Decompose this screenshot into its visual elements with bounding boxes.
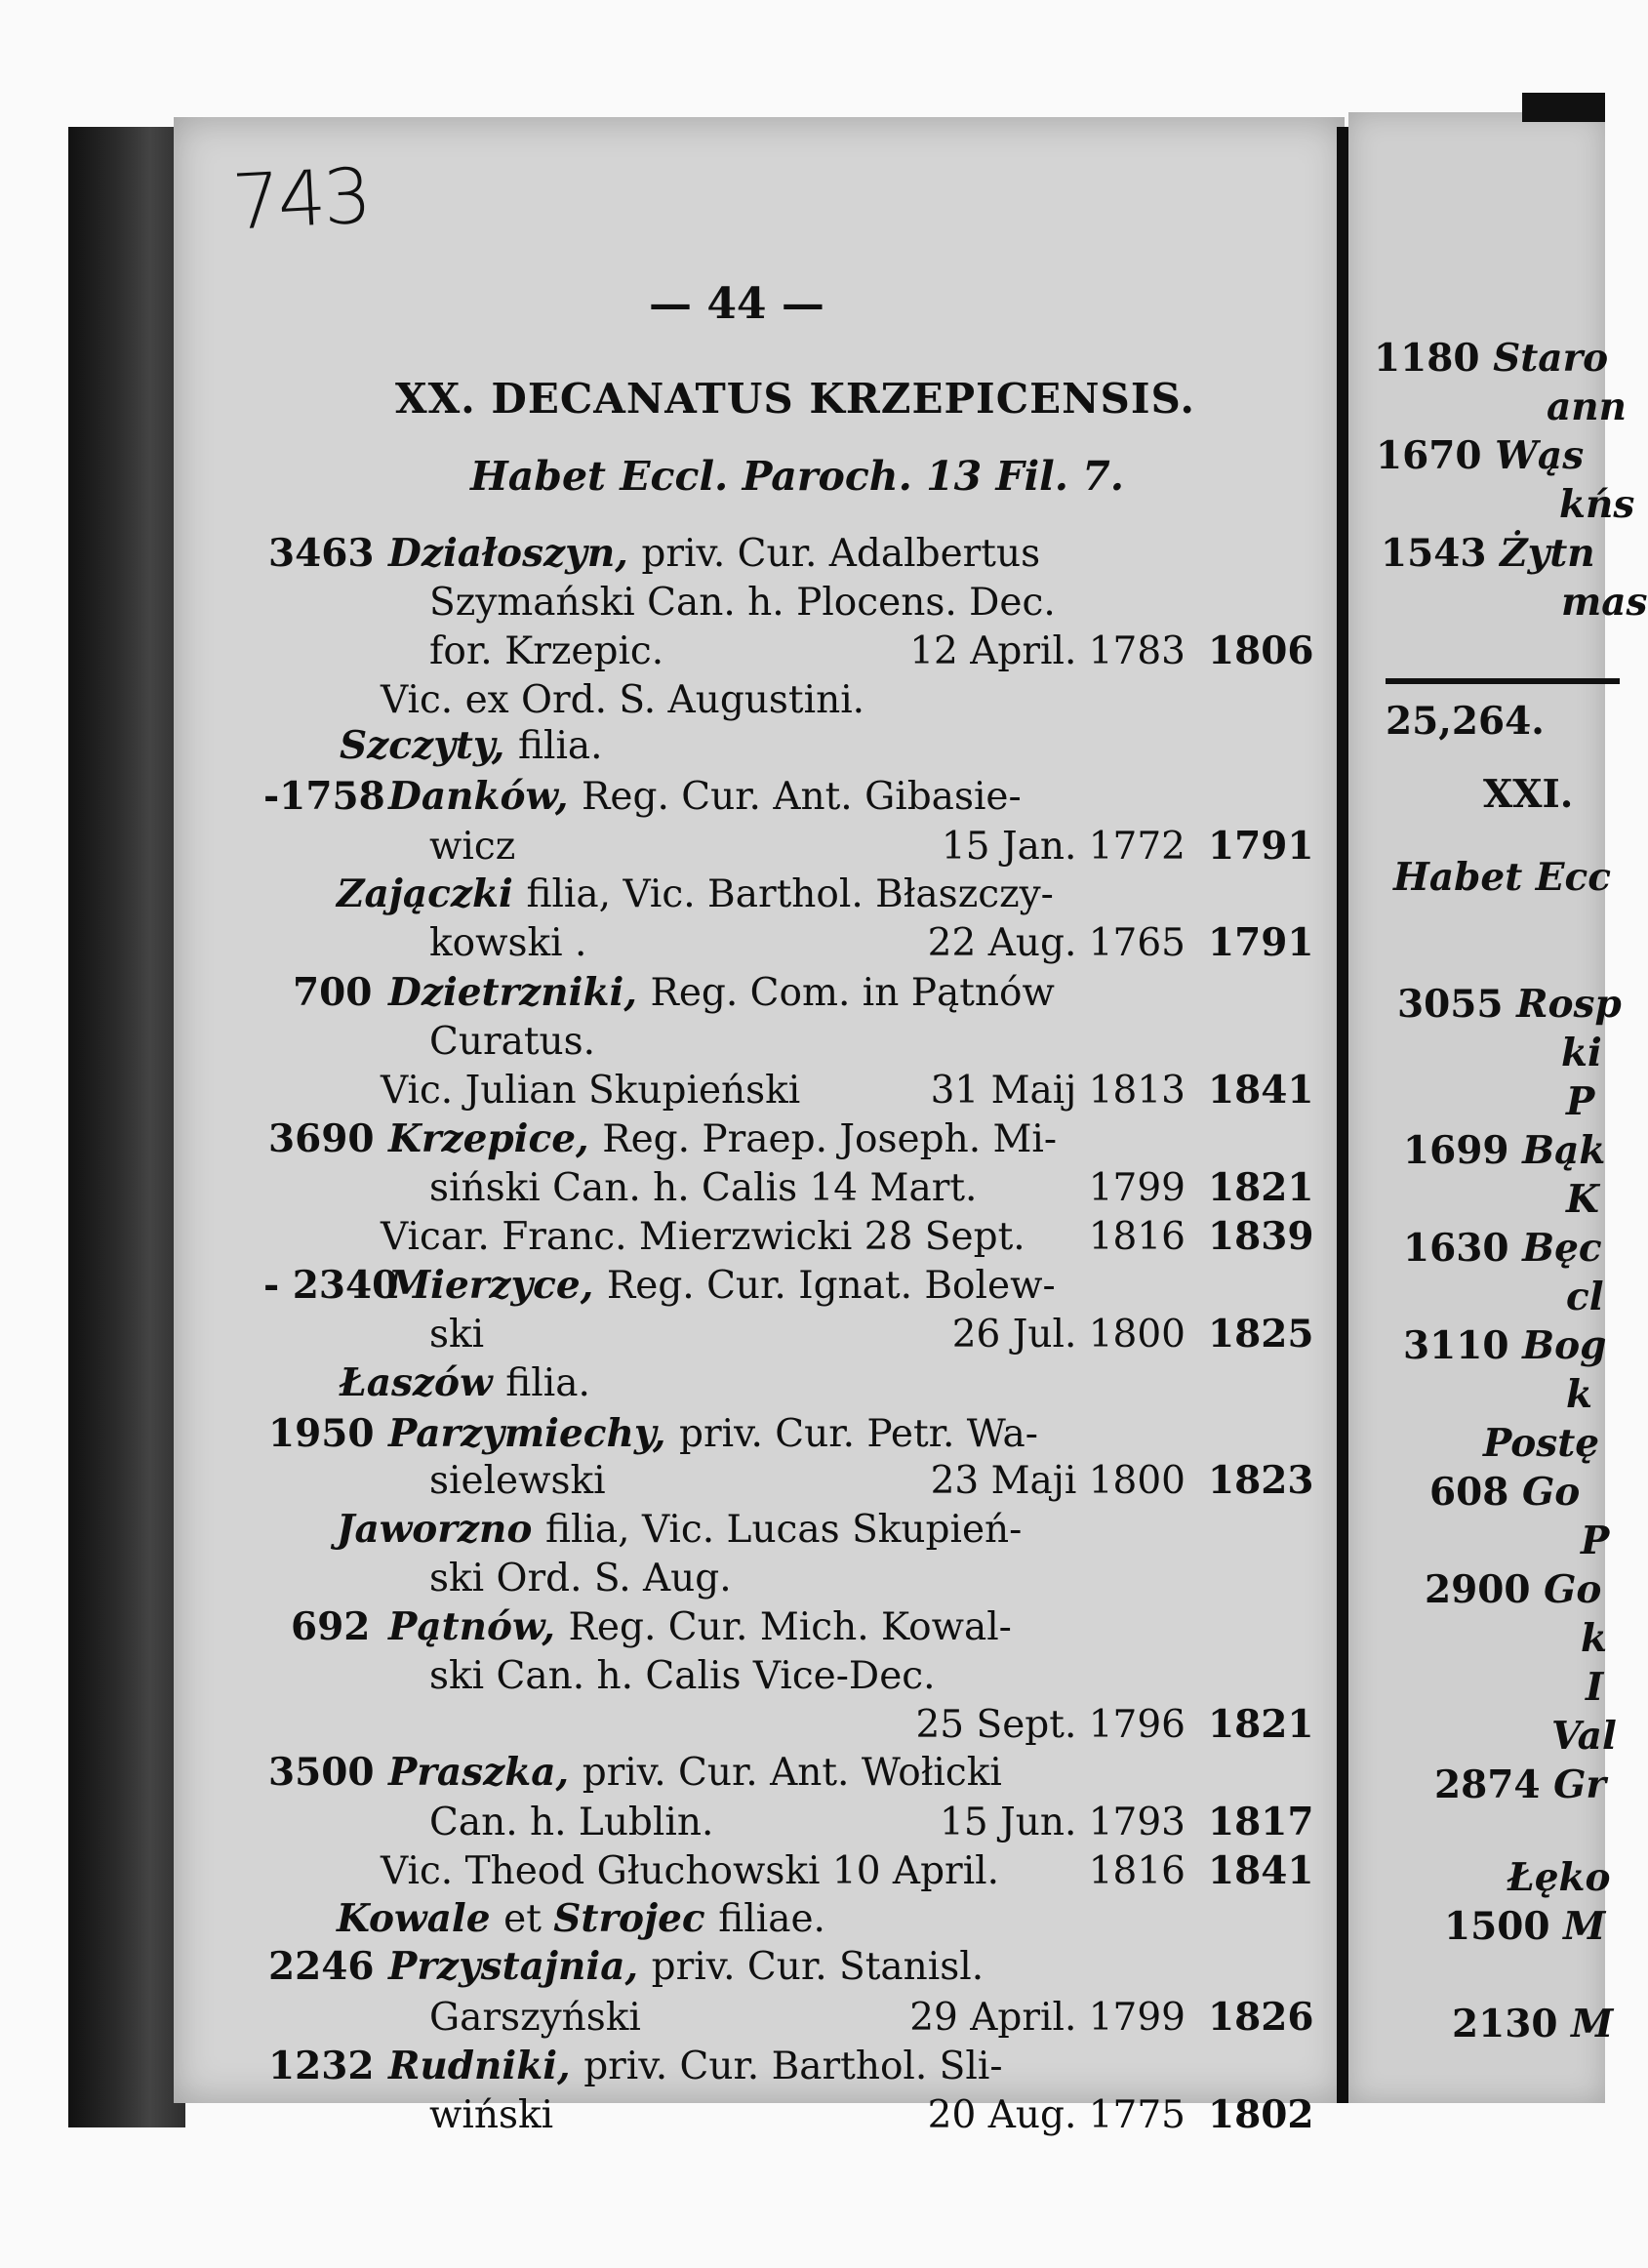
right-page-fragment [1429, 1470, 1581, 1515]
fragment-text: Habet Ecc [1393, 855, 1612, 900]
entry-line [429, 1654, 936, 1698]
right-page-fragment [1381, 531, 1595, 576]
right-page-fragment [1444, 1904, 1606, 1949]
right-page-fragment [1581, 1616, 1608, 1661]
entry-year: 1817 [1208, 1800, 1314, 1844]
entry-line [337, 1896, 825, 1941]
entry-number: 1670 [1376, 433, 1496, 478]
right-page-fragment [1434, 1762, 1606, 1807]
entry-line [340, 1360, 590, 1405]
page-title: XX. DECANATUS KRZEPICENSIS. [395, 375, 1195, 423]
entry-year: 1821 [1208, 1165, 1314, 1210]
place-name: Zajączki [337, 871, 527, 916]
entry-year: 1806 [1208, 628, 1314, 673]
entry-year: 1821 [1208, 1702, 1314, 1747]
entry-number: 3690 [268, 1116, 375, 1161]
fragment-text: ki [1561, 1031, 1602, 1075]
entry-line [388, 531, 1041, 576]
place-name: Strojec [553, 1896, 719, 1941]
entry-line [388, 1750, 1002, 1795]
entry-line [381, 678, 865, 722]
place-name: Jaworzno [337, 1507, 545, 1552]
entry-date: 22 Aug. 1765 [927, 921, 1186, 965]
fragment-text: 25,264. [1386, 699, 1545, 744]
entry-line [388, 1263, 1056, 1308]
entry-line [381, 1849, 1000, 1893]
right-page-fragment [1393, 855, 1612, 900]
entry-date: 20 Aug. 1775 [927, 2093, 1186, 2137]
fragment-text: XXI. [1483, 772, 1574, 817]
entry-year: 1839 [1208, 1214, 1314, 1259]
place-name: Szczyty, [340, 723, 518, 768]
fragment-text: Postę [1483, 1421, 1600, 1466]
entry-number: 3500 [268, 1750, 375, 1795]
fragment-text: P [1566, 1079, 1595, 1124]
entry-line [388, 1944, 985, 1989]
entry-line [429, 1803, 713, 1842]
right-page-fragment [1586, 1665, 1604, 1710]
entry-date: 15 Jun. 1793 [940, 1801, 1186, 1844]
place-name: Łaszów [340, 1360, 506, 1405]
place-name: Pątnów, [388, 1604, 569, 1649]
entry-text: sielewski [429, 1459, 606, 1503]
entry-text: ski Ord. S. Aug. [429, 1557, 732, 1600]
place-name: Działoszyn, [388, 531, 642, 576]
entry-number: 2900 [1425, 1567, 1545, 1612]
entry-text: filia. [517, 724, 603, 768]
entry-number: 3463 [268, 531, 375, 576]
right-page-fragment [1507, 1855, 1611, 1900]
fragment-text: Bęc [1522, 1226, 1602, 1271]
fragment-text: cl [1566, 1275, 1604, 1319]
fragment-text: M [1563, 1904, 1606, 1949]
right-page-fragment [1403, 1226, 1602, 1271]
place-name: Rudniki, [388, 2044, 584, 2088]
entry-number: 700 [293, 970, 373, 1015]
entry-text: ski [429, 1313, 485, 1357]
entry-text: priv. Cur. Petr. Wa- [678, 1412, 1038, 1456]
entry-line [429, 1166, 978, 1210]
entry-date: 15 Jan. 1772 [941, 825, 1186, 869]
entry-line [340, 723, 603, 768]
place-name: Mierzyce, [388, 1263, 607, 1308]
fragment-text: Go [1522, 1470, 1581, 1515]
place-name: Praszka, [388, 1750, 583, 1795]
entry-line [388, 1116, 1058, 1161]
entry-number: 1699 [1403, 1128, 1523, 1173]
entry-number: 1180 [1374, 336, 1494, 381]
entry-text: Curatus. [429, 1020, 596, 1064]
fragment-text: Rosp [1516, 982, 1622, 1027]
entry-text: priv. Cur. Adalbertus [641, 532, 1041, 576]
right-page-fragment [1547, 385, 1627, 429]
entry-number: 1950 [268, 1411, 375, 1456]
right-page-fragment [1566, 1372, 1593, 1417]
right-page-fragment [1452, 2002, 1614, 2046]
fragment-text: Bąk [1522, 1128, 1606, 1173]
right-page-fragment [1403, 1128, 1606, 1173]
entry-date: 25 Sept. 1796 [915, 1703, 1186, 1747]
entry-date: 29 April. 1799 [909, 1996, 1186, 2040]
entry-text: filia. [505, 1361, 590, 1405]
entry-year: 1791 [1208, 920, 1314, 965]
entry-text: wiński [429, 2093, 554, 2137]
entry-text: priv. Cur. Stanisl. [651, 1945, 985, 1989]
fragment-text: I [1586, 1665, 1604, 1710]
handwritten-annotation: 743 [229, 152, 372, 248]
entry-text: filia, Vic. Barthol. Błaszczy- [526, 872, 1054, 916]
entry-text: Reg. Cur. Ignat. Bolew- [606, 1264, 1056, 1308]
entry-line [381, 1069, 801, 1113]
entry-year: 1825 [1208, 1312, 1314, 1357]
entry-line [429, 2093, 554, 2137]
entry-line [388, 1604, 1012, 1649]
fragment-text: Wąs [1495, 433, 1585, 478]
entry-text: Reg. Cur. Ant. Gibasie- [582, 775, 1022, 819]
fragment-text: K [1566, 1177, 1599, 1222]
entry-number: 2874 [1434, 1762, 1554, 1807]
entry-line [388, 1411, 1038, 1456]
entry-line [429, 1559, 732, 1598]
entry-year: 1791 [1208, 824, 1314, 869]
right-page-fragment [1561, 1031, 1602, 1075]
entry-date: 23 Maji 1800 [930, 1459, 1186, 1503]
place-name: Dzietrzniki, [388, 970, 651, 1015]
fragment-text: Go [1544, 1567, 1602, 1612]
entry-number: 692 [291, 1604, 371, 1649]
fragment-text: kńs [1559, 482, 1635, 527]
entry-line [429, 629, 664, 673]
fragment-text: Łęko [1507, 1855, 1611, 1900]
fragment-text: k [1581, 1616, 1608, 1661]
entry-year: 1823 [1208, 1458, 1314, 1503]
entry-line [388, 774, 1022, 819]
entry-line [429, 825, 516, 869]
entry-text: Vicar. Franc. Mierzwicki 28 Sept. [381, 1215, 1025, 1259]
entry-text: Szymański Can. h. Plocens. Dec. [429, 581, 1056, 625]
entry-line [381, 1215, 1025, 1259]
entry-date: 1799 [1088, 1166, 1186, 1210]
entry-text: Reg. Cur. Mich. Kowal- [568, 1605, 1012, 1649]
entry-number: -1758 [263, 774, 385, 819]
place-name: Krzepice, [388, 1116, 603, 1161]
page-subtitle: Habet Eccl. Paroch. 13 Fil. 7. [470, 453, 1125, 500]
entry-date: 12 April. 1783 [909, 629, 1186, 673]
entry-text: Vic. Theod Głuchowski 10 April. [381, 1849, 1000, 1893]
book-spine [68, 127, 185, 2127]
fragment-text: Gr [1553, 1762, 1606, 1807]
entry-number: 1543 [1381, 531, 1501, 576]
entry-text: ski Can. h. Calis Vice-Dec. [429, 1654, 936, 1698]
entry-year: 1826 [1208, 1995, 1314, 2040]
fragment-text: Val [1551, 1714, 1617, 1759]
fragment-text: Żytn [1500, 531, 1595, 576]
place-name: Kowale [337, 1896, 504, 1941]
entry-number: 1500 [1444, 1904, 1564, 1949]
entry-number: 1232 [268, 2044, 375, 2088]
right-page-fragment [1581, 1519, 1610, 1563]
right-page-fragment [1559, 482, 1635, 527]
entry-number: 3110 [1403, 1323, 1523, 1368]
right-page-fragment [1483, 1421, 1600, 1466]
fragment-text: P [1581, 1519, 1610, 1563]
entry-text: siński Can. h. Calis 14 Mart. [429, 1166, 978, 1210]
right-page-fragment [1566, 1177, 1599, 1222]
right-page-fragment [1376, 433, 1585, 478]
right-page-fragment [1483, 772, 1574, 817]
entry-text: Vic. Julian Skupieński [381, 1069, 801, 1113]
entry-text: for. Krzepic. [429, 629, 664, 673]
entry-text: filiae. [718, 1897, 825, 1941]
entry-line [429, 1313, 485, 1357]
entry-line [429, 1020, 596, 1064]
entry-date: 1816 [1088, 1215, 1186, 1259]
entry-line [429, 1996, 641, 2040]
entry-number: 3055 [1397, 982, 1517, 1027]
entry-text: Vic. ex Ord. S. Augustini. [381, 678, 865, 722]
entry-line [388, 2044, 1003, 2088]
entry-text: et [503, 1897, 554, 1941]
right-page-fragment [1566, 1275, 1604, 1319]
right-page-fragment [1403, 1323, 1607, 1368]
entry-number: 608 [1429, 1470, 1522, 1515]
entry-text: wicz [429, 825, 516, 869]
right-page-fragment [1561, 580, 1648, 625]
entry-number: 2246 [268, 1944, 375, 1989]
entry-number: - 2340 [263, 1263, 399, 1308]
page-gutter [1337, 127, 1348, 2103]
entry-line [388, 970, 1055, 1015]
entry-date: 1816 [1088, 1849, 1186, 1893]
entry-number: 2130 [1452, 2002, 1572, 2046]
entry-text: Can. h. Lublin. [429, 1801, 714, 1844]
entry-line [429, 1459, 606, 1503]
right-page-fragment [1374, 336, 1609, 381]
entry-line [337, 871, 1054, 916]
entry-text: Garszyński [429, 1996, 641, 2040]
entry-date: 31 Maij 1813 [930, 1069, 1186, 1113]
entry-line [429, 921, 587, 965]
entry-line [337, 1507, 1023, 1552]
page-number: — 44 — [649, 279, 824, 329]
place-name: Przystajnia, [388, 1944, 652, 1989]
entry-date: 26 Jul. 1800 [951, 1313, 1186, 1357]
fragment-text: Staro [1493, 336, 1609, 381]
fragment-text: mas [1561, 580, 1648, 625]
place-name: Danków, [388, 774, 583, 819]
entry-number: 1630 [1403, 1226, 1523, 1271]
entry-year: 1841 [1208, 1068, 1314, 1113]
top-shadow [1522, 93, 1605, 122]
fragment-text: k [1566, 1372, 1593, 1417]
entry-text: Reg. Praep. Joseph. Mi- [602, 1117, 1058, 1161]
entry-line [429, 581, 1056, 625]
right-page-fragment [1386, 699, 1545, 744]
entry-text: priv. Cur. Ant. Wołicki [582, 1751, 1002, 1795]
right-page-rule [1386, 678, 1620, 684]
fragment-text: Bog [1522, 1323, 1607, 1368]
fragment-text: ann [1547, 385, 1627, 429]
entry-text: filia, Vic. Lucas Skupień- [544, 1508, 1023, 1552]
right-page-fragment [1566, 1079, 1595, 1124]
entry-year: 1841 [1208, 1848, 1314, 1893]
right-page-fragment [1551, 1714, 1617, 1759]
right-page-fragment [1397, 982, 1622, 1027]
entry-text: Reg. Com. in Pątnów [650, 971, 1055, 1015]
right-page-fragment [1425, 1567, 1602, 1612]
entry-text: kowski . [429, 921, 587, 965]
place-name: Parzymiechy, [388, 1411, 679, 1456]
entry-text: priv. Cur. Barthol. Sli- [583, 2045, 1003, 2088]
entry-year: 1802 [1208, 2092, 1314, 2137]
fragment-text: M [1571, 2002, 1614, 2046]
